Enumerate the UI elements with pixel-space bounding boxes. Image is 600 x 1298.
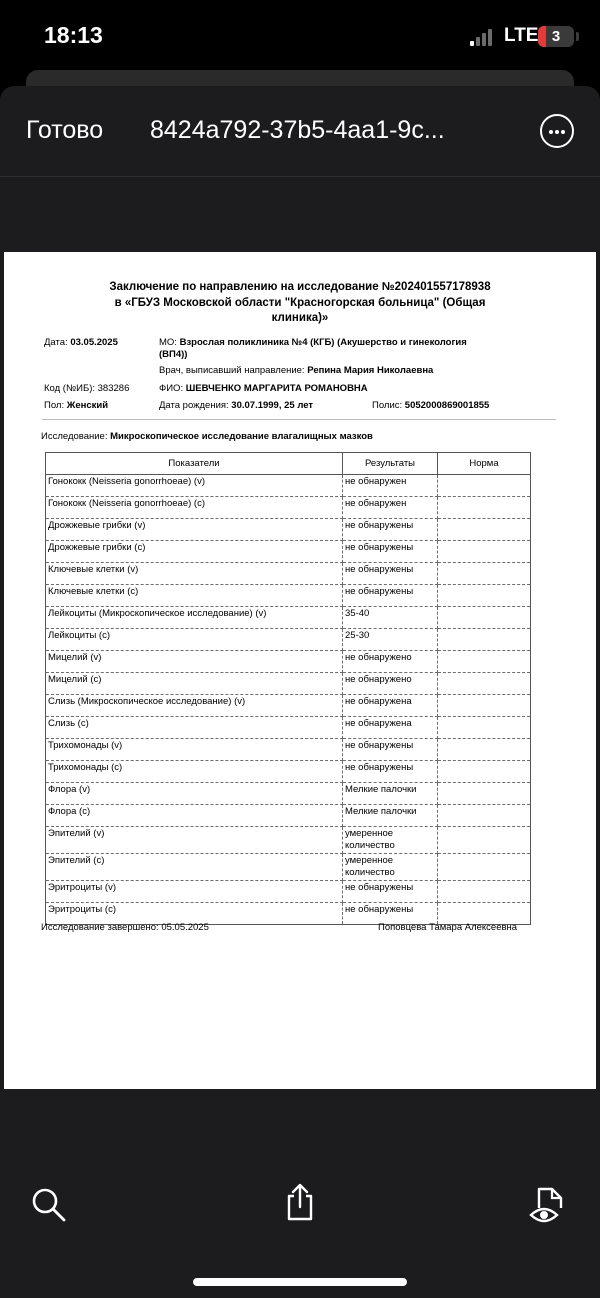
more-options-button[interactable]	[540, 114, 574, 148]
indicator-cell: Трихомонады (v)	[46, 739, 343, 761]
result-cell: не обнаружены	[343, 585, 438, 607]
indicator-cell: Лейкоциты (Микроскопическое исследование) (v)	[46, 607, 343, 629]
document-eye-icon[interactable]	[528, 1184, 568, 1224]
signal-icon	[470, 28, 498, 46]
indicator-cell: Ключевые клетки (c)	[46, 585, 343, 607]
policy-field: Полис: 5052000869001855	[372, 400, 490, 411]
date-field: Дата: 03.05.2025	[44, 337, 118, 348]
header-result: Результаты	[343, 453, 438, 475]
norm-cell	[438, 541, 531, 563]
table-row	[46, 519, 531, 541]
result-cell: не обнаружено	[343, 673, 438, 695]
table-row	[46, 739, 531, 761]
norm-cell	[438, 695, 531, 717]
result-cell: не обнаружены	[343, 881, 438, 903]
norm-cell	[438, 761, 531, 783]
network-type: LTE	[504, 25, 539, 46]
indicator-cell: Гонококк (Neisseria gonorrhoeae) (c)	[46, 497, 343, 519]
doc-heading-line: Заключение по направлению на исследование №202401557178938	[109, 281, 491, 293]
result-cell: не обнаружены	[343, 563, 438, 585]
signer-name: Поповцева Тамара Алексеевна	[378, 922, 518, 933]
indicator-cell: Эритроциты (c)	[46, 903, 343, 925]
indicator-cell: Флора (c)	[46, 805, 343, 827]
norm-cell	[438, 563, 531, 585]
table-row	[46, 585, 531, 607]
norm-cell	[438, 673, 531, 695]
table-row	[46, 805, 531, 827]
done-button[interactable]: Готово	[26, 116, 104, 144]
indicator-cell: Эритроциты (v)	[46, 881, 343, 903]
table-row	[46, 783, 531, 805]
status-bar	[0, 0, 600, 70]
result-cell: не обнаружены	[343, 761, 438, 783]
norm-cell	[438, 629, 531, 651]
table-row	[46, 827, 531, 854]
home-indicator[interactable]	[193, 1278, 407, 1286]
result-cell: 35-40	[343, 607, 438, 629]
norm-cell	[438, 881, 531, 903]
indicator-cell: Флора (v)	[46, 783, 343, 805]
divider	[42, 419, 556, 420]
table-row	[46, 629, 531, 651]
result-cell: не обнаружены	[343, 739, 438, 761]
doc-heading	[44, 280, 556, 327]
study-field: Исследование: Микроскопическое исследование влагалищных мазков	[41, 431, 373, 442]
sex-field: Пол: Женский	[44, 400, 109, 411]
norm-cell	[438, 607, 531, 629]
result-cell: Мелкие палочки	[343, 783, 438, 805]
result-cell: не обнаружены	[343, 903, 438, 925]
doc-heading-line: клиника)»	[271, 312, 329, 324]
table-row	[46, 563, 531, 585]
indicator-cell: Трихомонады (c)	[46, 761, 343, 783]
code-field: Код (№ИБ): 383286	[44, 383, 130, 394]
result-cell: Мелкие палочки	[343, 805, 438, 827]
norm-cell	[438, 739, 531, 761]
norm-cell	[438, 585, 531, 607]
norm-cell	[438, 651, 531, 673]
indicator-cell: Мицелий (v)	[46, 651, 343, 673]
norm-cell	[438, 497, 531, 519]
results-table	[45, 452, 531, 925]
table-row	[46, 497, 531, 519]
battery-level: 3	[551, 28, 561, 45]
norm-cell	[438, 827, 531, 854]
indicator-cell: Гонококк (Neisseria gonorrhoeae) (v)	[46, 475, 343, 497]
result-cell: не обнаружена	[343, 717, 438, 739]
result-cell: не обнаружен	[343, 475, 438, 497]
indicator-cell: Эпителий (v)	[46, 827, 343, 854]
indicator-cell: Мицелий (c)	[46, 673, 343, 695]
indicator-cell: Дрожжевые грибки (v)	[46, 519, 343, 541]
doctor-field: Врач, выписавший направление: Репина Мария Николаевна	[159, 365, 434, 376]
battery-cap	[576, 32, 579, 41]
search-icon[interactable]	[30, 1185, 70, 1225]
battery-icon	[538, 26, 574, 47]
table-row	[46, 854, 531, 881]
table-header-row	[46, 453, 531, 475]
result-cell: не обнаружен	[343, 497, 438, 519]
indicator-cell: Дрожжевые грибки (c)	[46, 541, 343, 563]
table-row	[46, 673, 531, 695]
table-row	[46, 695, 531, 717]
document-title: 8424a792-37b5-4aa1-9c...	[150, 116, 445, 144]
indicator-cell: Эпителий (c)	[46, 854, 343, 881]
norm-cell	[438, 717, 531, 739]
norm-cell	[438, 475, 531, 497]
norm-cell	[438, 783, 531, 805]
share-icon[interactable]	[280, 1182, 320, 1222]
status-time: 18:13	[44, 22, 103, 48]
table-row	[46, 717, 531, 739]
indicator-cell: Ключевые клетки (v)	[46, 563, 343, 585]
result-cell: не обнаружены	[343, 519, 438, 541]
dob-field: Дата рождения: 30.07.1999, 25 лет	[159, 400, 314, 411]
mo-field: МО: Взрослая поликлиника №4 (КГБ) (Акушерство и гинекология (ВП4))	[159, 337, 467, 360]
norm-cell	[438, 805, 531, 827]
header-indicator: Показатели	[46, 453, 343, 475]
result-cell: умеренное количество	[343, 827, 438, 854]
table-row	[46, 541, 531, 563]
header-norm: Норма	[438, 453, 531, 475]
indicator-cell: Лейкоциты (c)	[46, 629, 343, 651]
result-cell: не обнаружены	[343, 541, 438, 563]
fio-field: ФИО: ШЕВЧЕНКО МАРГАРИТА РОМАНОВНА	[159, 383, 368, 394]
result-cell: не обнаружена	[343, 695, 438, 717]
norm-cell	[438, 854, 531, 881]
doc-heading-line: в «ГБУЗ Московской области "Красногорская больница" (Общая	[114, 296, 486, 309]
table-row	[46, 475, 531, 497]
indicator-cell: Слизь (c)	[46, 717, 343, 739]
table-row	[46, 651, 531, 673]
table-row	[46, 881, 531, 903]
table-row	[46, 761, 531, 783]
table-row	[46, 607, 531, 629]
result-cell: умеренное количество	[343, 854, 438, 881]
result-cell: не обнаружено	[343, 651, 438, 673]
completed-date: Исследование завершено: 05.05.2025	[41, 922, 209, 933]
document-page	[4, 252, 596, 1089]
result-cell: 25-30	[343, 629, 438, 651]
norm-cell	[438, 519, 531, 541]
indicator-cell: Слизь (Микроскопическое исследование) (v)	[46, 695, 343, 717]
